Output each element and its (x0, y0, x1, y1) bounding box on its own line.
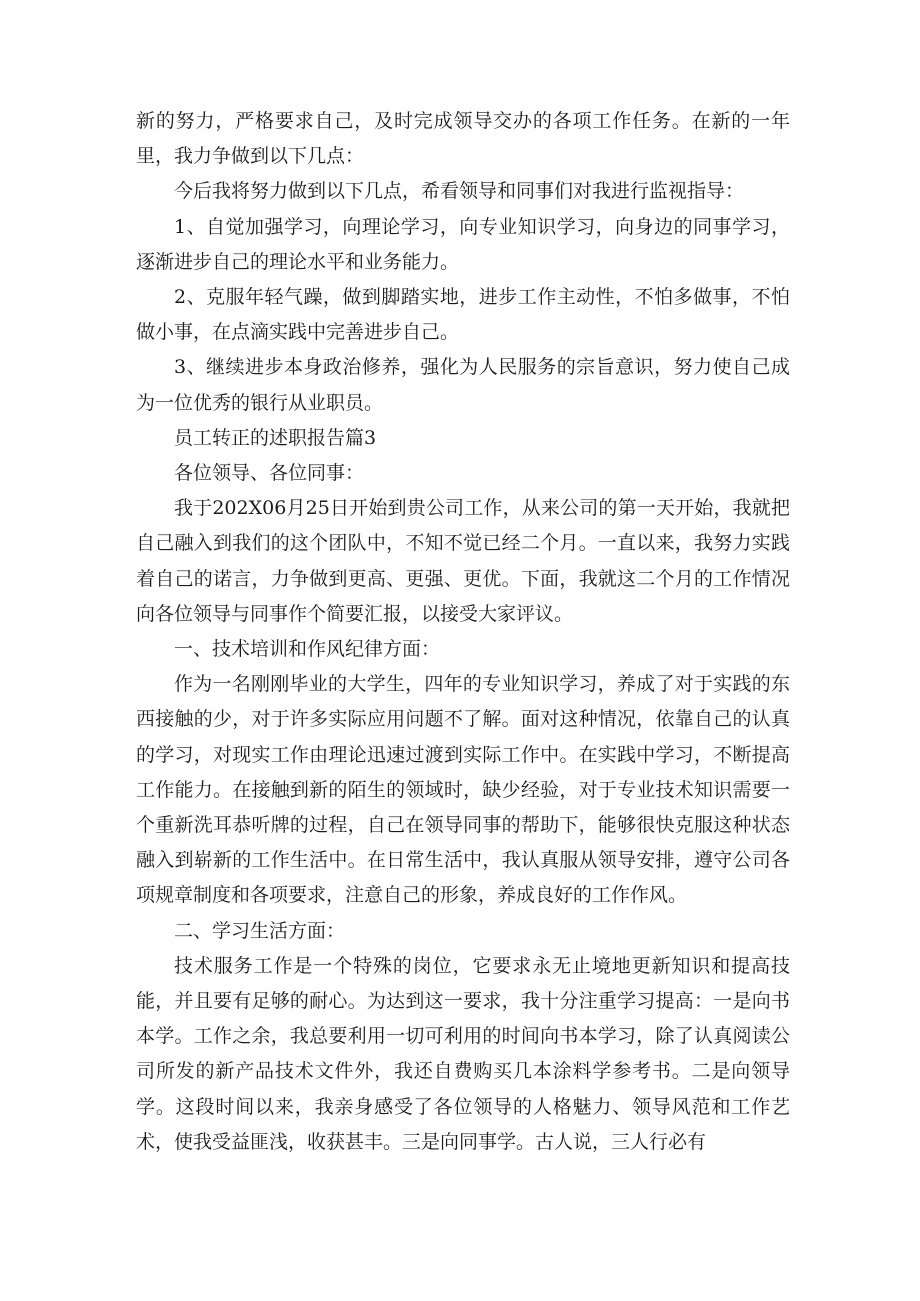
paragraph: 作为一名刚刚毕业的大学生，四年的专业知识学习，养成了对于实践的东西接触的少，对于许多实际应用问题不了解。面对这种情况，依靠自己的认真的学习，对现实工作由理论迅速过渡到实际工作中。在实践中学习，不断提高工作能力。在接触到新的陌生的领域时，缺少经验，对于专业技术知识需要一个重新洗耳恭听牌的过程，自己在领导同事的帮助下，能够很快克服这种状态融入到崭新的工作生活中。在日常生活中，我认真服从领导安排，遵守公司各项规章制度和各项要求，注意自己的形象，养成良好的工作作风。 (136, 673, 790, 907)
salutation: 各位领导、各位同事： (174, 462, 365, 485)
section-heading: 二、学习生活方面： (174, 919, 346, 942)
paragraph: 我于202X06月25日开始到贵公司工作，从来公司的第一天开始，我就把自己融入到我们的这个团队中，不知不觉已经二个月。一直以来，我努力实践着自己的诺言，力争做到更高、更强、更优。下面，我就这二个月的工作情况向各位领导与同事作个简要汇报，以接受大家评议。 (136, 497, 790, 625)
paragraph: 技术服务工作是一个特殊的岗位，它要求永无止境地更新知识和提高技能，并且要有足够的耐心。为达到这一要求，我十分注重学习提高：一是向书本学。工作之余，我总要利用一切可利用的时间向书本学习，除了认真阅读公司所发的新产品技术文件外，我还自费购买几本涂料学参考书。二是向领导学。这段时间以来，我亲身感受了各位领导的人格魅力、领导风范和工作艺术，使我受益匪浅，收获甚丰。三是向同事学。古人说，三人行必有 (136, 954, 790, 1153)
document-body (136, 104, 790, 1160)
list-item: 2、克服年轻气躁，做到脚踏实地，进步工作主动性，不怕多做事，不怕做小事，在点滴实践中完善进步自己。 (136, 286, 790, 344)
paragraph: 新的努力，严格要求自己，及时完成领导交办的各项工作任务。在新的一年里，我力争做到以下几点： (136, 110, 790, 168)
section-title: 员工转正的述职报告篇3 (174, 426, 377, 449)
paragraph: 今后我将努力做到以下几点，希看领导和同事们对我进行监视指导： (174, 180, 745, 203)
section-heading: 一、技术培训和作风纪律方面： (174, 638, 441, 661)
list-item: 1、自觉加强学习，向理论学习，向专业知识学习，向身边的同事学习，逐渐进步自己的理论水平和业务能力。 (136, 215, 790, 273)
list-item: 3、继续进步本身政治修养，强化为人民服务的宗旨意识，努力使自己成为一位优秀的银行从业职员。 (136, 356, 790, 414)
